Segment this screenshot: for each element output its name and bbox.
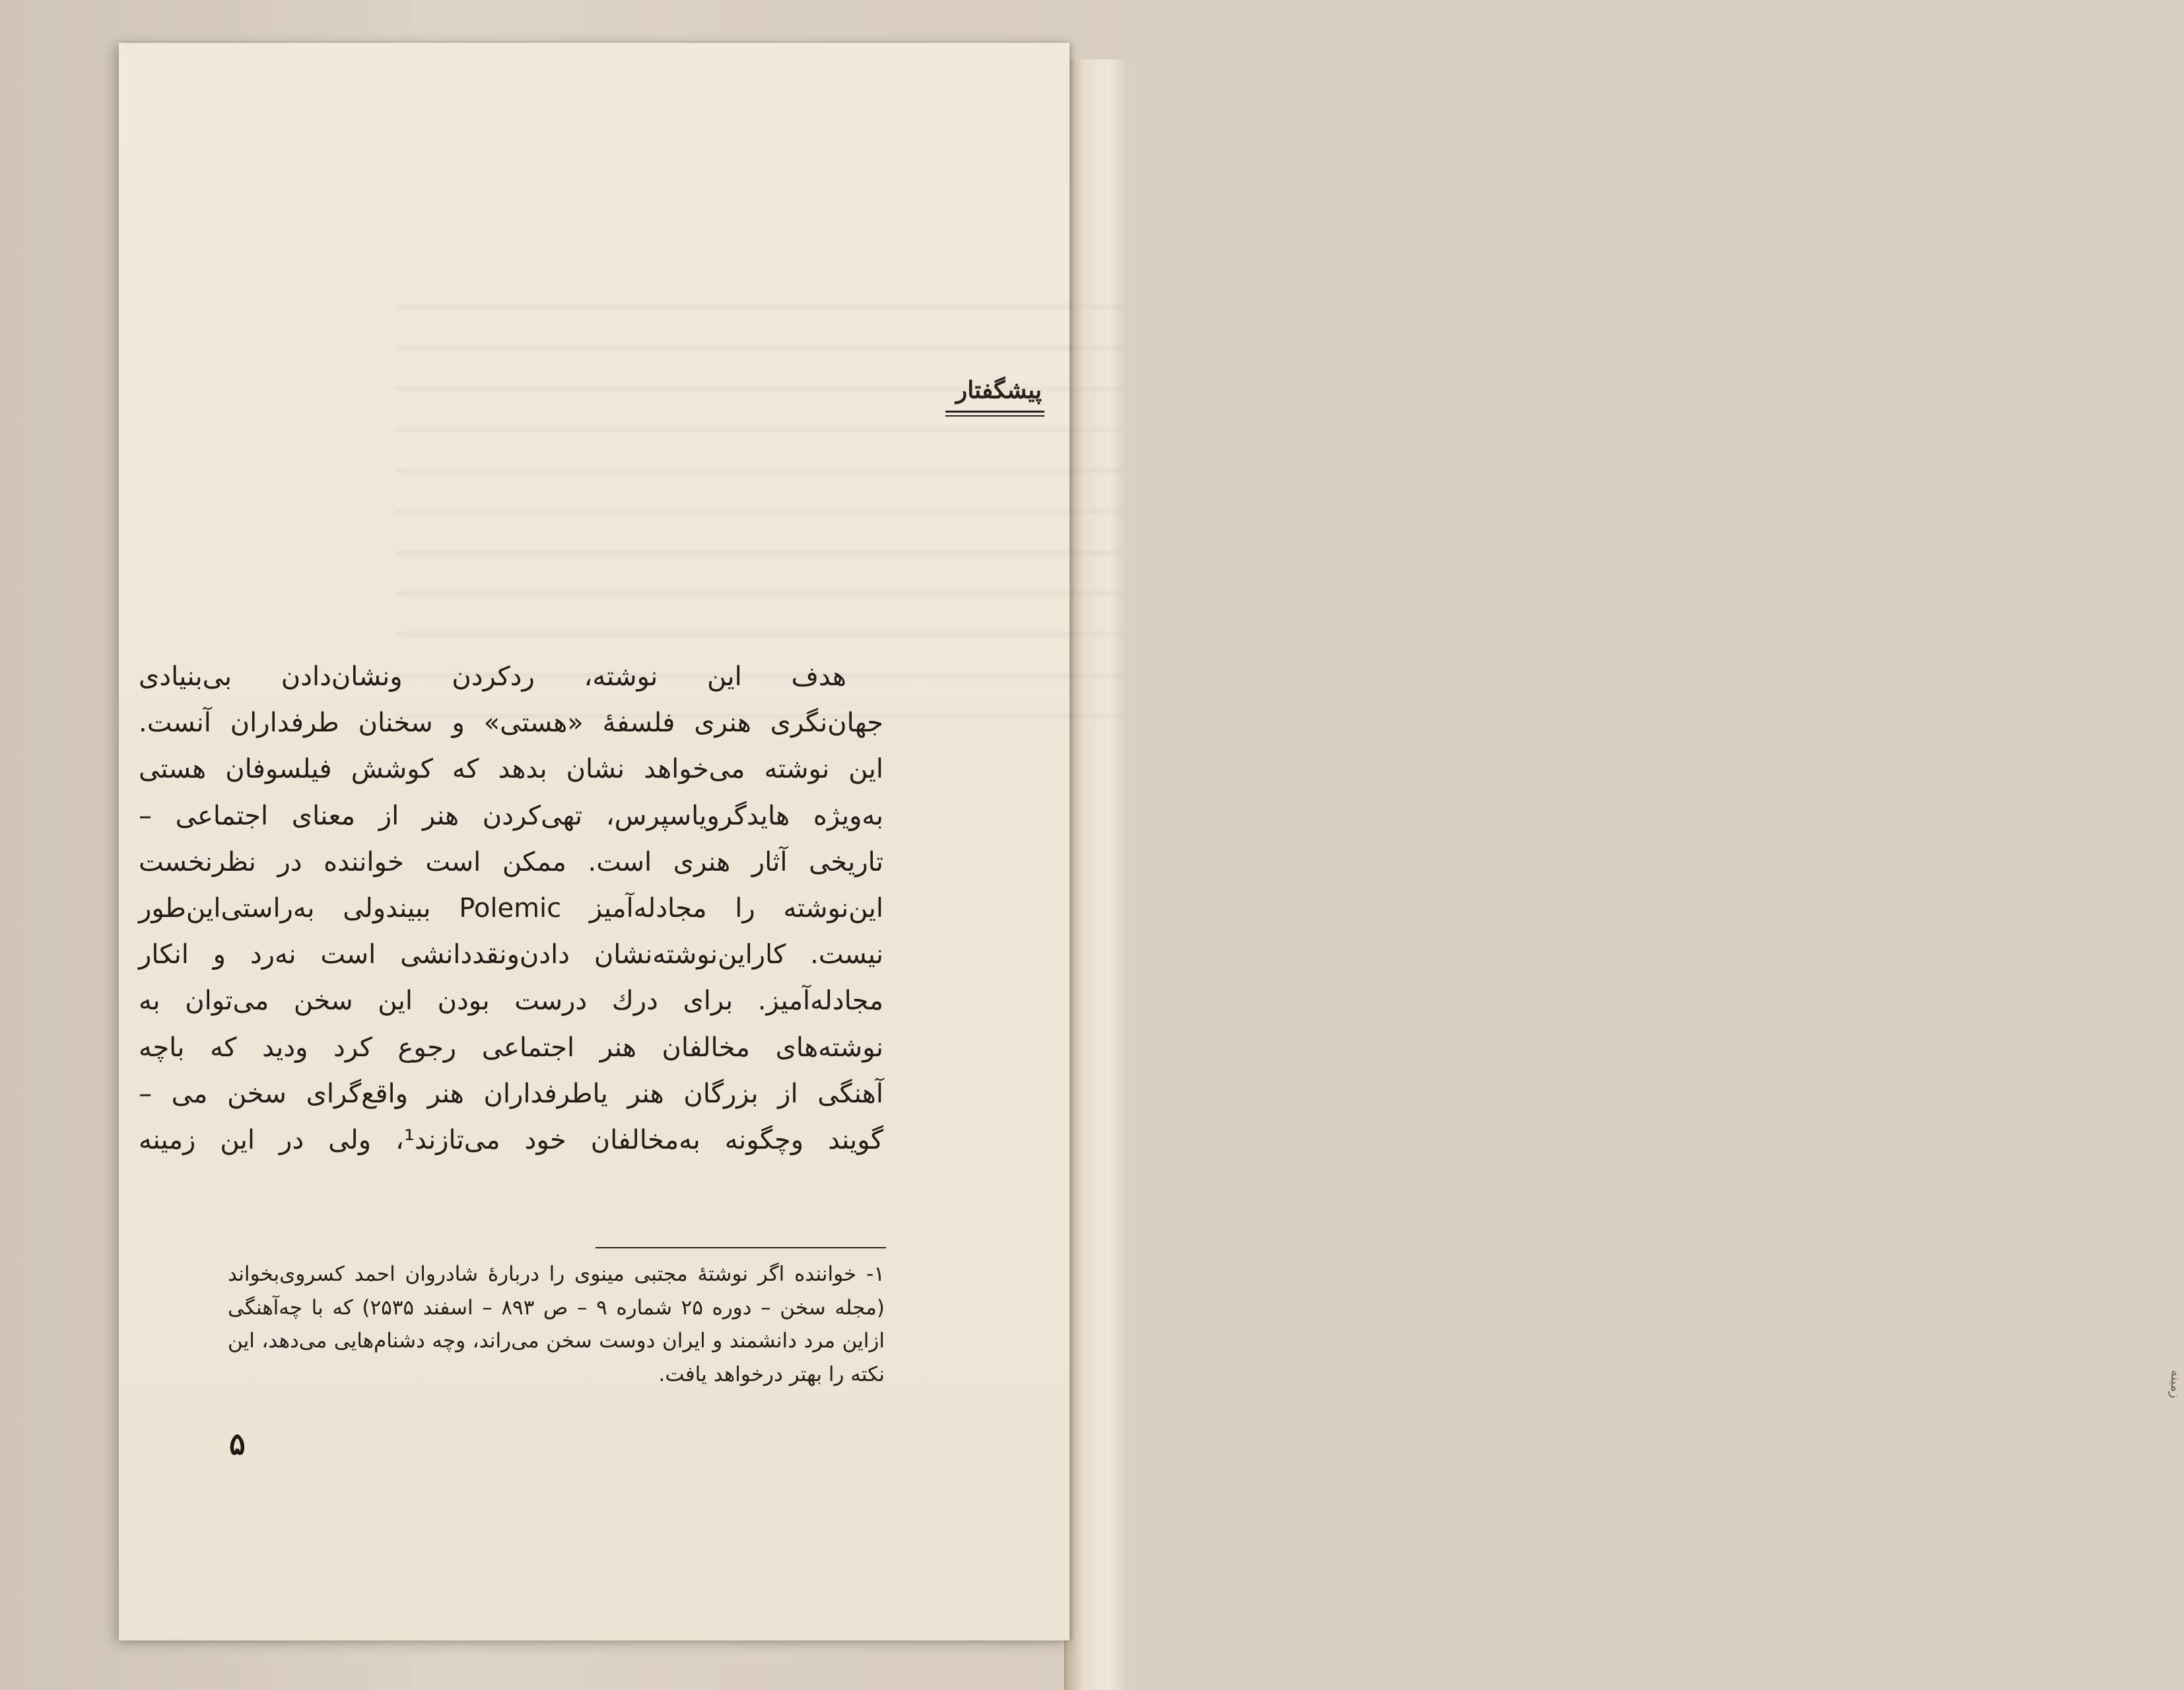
footnote-line: ۱- خواننده اگر نوشتهٔ مجتبی مینوی را دربارهٔ شادروان احمد کسروی‌بخواند: [228, 1262, 885, 1286]
body-line: به‌ویژه هایدگرویاسپرس، تهی‌کردن هنر از معنای اجتماعی –: [139, 800, 883, 831]
page-number: ۵: [229, 1426, 246, 1462]
body-line: مجادله‌آمیز. برای درك درست بودن این سخن می‌توان به‌: [139, 986, 883, 1017]
footnote-line: نکته را بهتر درخواهد یافت.: [658, 1362, 885, 1386]
body-line: نیست. کاراین‌نوشته‌نشان دادن‌ونقددانشی است نه‌رد و انکار: [139, 939, 883, 970]
footnote: [228, 1258, 885, 1391]
footnote-separator: [596, 1247, 886, 1248]
heading-underline: [945, 411, 1044, 417]
chapter-heading-block: [945, 376, 1044, 417]
edge-text: زمینه: [2168, 1370, 2184, 1399]
body-line: نوشته‌های مخالفان هنر اجتماعی رجوع کرد ودید که باچه: [139, 1032, 883, 1063]
body-line: آهنگی از بزرگان هنر یاطرفداران هنر واقع‌گرای سخن می –: [139, 1078, 883, 1109]
body-line: جهان‌نگری هنری فلسفهٔ «هستی» و سخنان طرفداران آنست.: [139, 708, 883, 739]
footnote-line: ازاین مرد دانشمند و ایران دوست سخن می‌راند، وچه دشنام‌هایی می‌دهد، این: [228, 1329, 885, 1353]
body-line: تاریخی آثار هنری است. ممکن است خواننده در نظرنخست: [139, 846, 883, 877]
body-line: این‌نوشته را مجادله‌آمیز Polemic ببیندولی به‌راستی‌این‌طور: [139, 893, 883, 924]
body-paragraph: [139, 654, 883, 1163]
body-line: هدف این نوشته، ردکردن ونشان‌دادن بی‌بنیادی: [139, 661, 846, 692]
chapter-heading: پیشگفتار: [955, 376, 1042, 404]
body-line: این نوشته می‌خواهد نشان بدهد که کوشش فیلسوفان هستی: [139, 754, 883, 785]
body-line: گویند وچگونه به‌مخالفان خود می‌تازند¹، ولی در این زمینه: [139, 1125, 883, 1156]
footnote-line: (مجله سخن – دوره ۲۵ شماره ۹ – ص ۸۹۳ – اسفند ۲۵۳۵) که با چه‌آهنگی: [228, 1295, 885, 1320]
